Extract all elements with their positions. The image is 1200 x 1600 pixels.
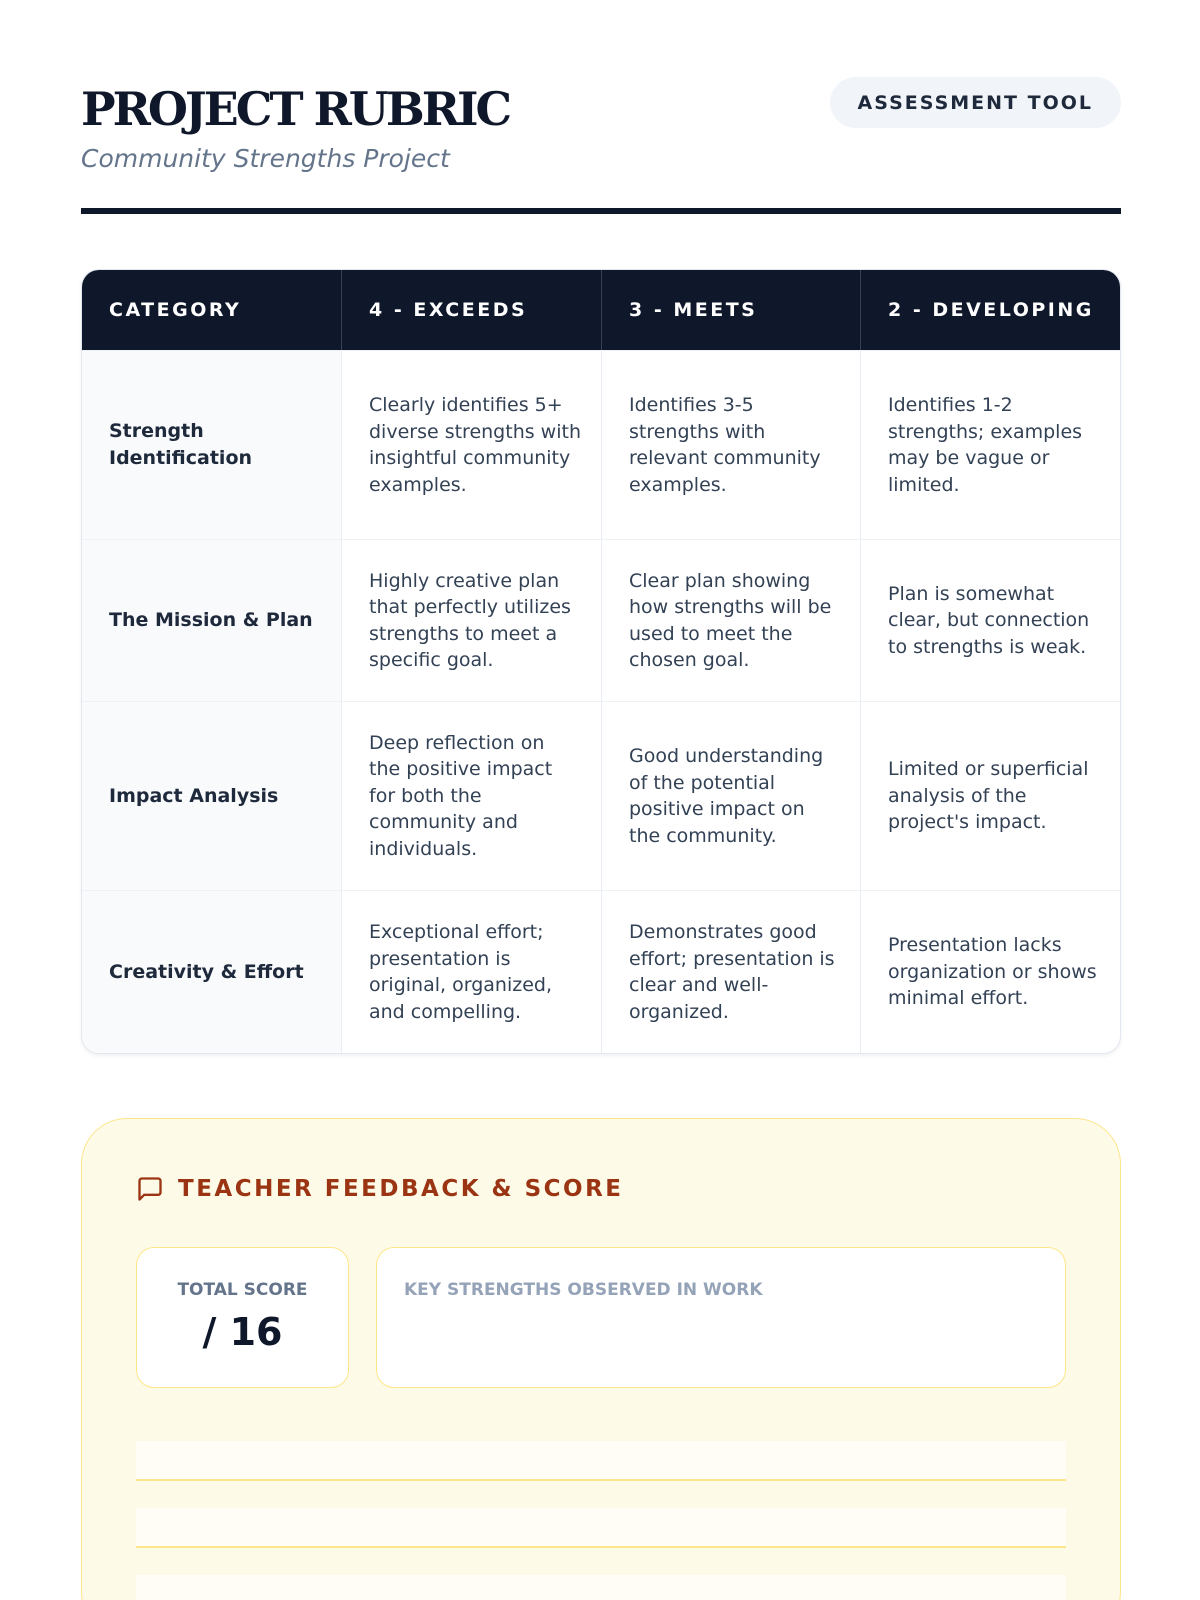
exceeds-cell: Highly creative plan that perfectly utilizes strengths to meet a specific goal.: [342, 540, 602, 701]
exceeds-cell: Clearly identifies 5+ diverse strengths with insightful community examples.: [342, 351, 602, 539]
feedback-title: TEACHER FEEDBACK & SCORE: [178, 1176, 624, 1202]
category-cell: Creativity & Effort: [82, 891, 342, 1053]
key-strengths-field[interactable]: [376, 1247, 1066, 1388]
column-header-exceeds: 4 - EXCEEDS: [342, 270, 602, 350]
developing-cell: Limited or superficial analysis of the project's impact.: [888, 758, 1089, 834]
developing-cell: Presentation lacks organization or shows minimal effort.: [888, 934, 1097, 1010]
rubric-table: [81, 269, 1121, 1054]
feedback-writing-line[interactable]: [136, 1441, 1066, 1481]
column-header-meets: 3 - MEETS: [602, 270, 861, 350]
developing-cell: Plan is somewhat clear, but connection to strengths is weak.: [888, 582, 1090, 658]
feedback-writing-line[interactable]: [136, 1575, 1066, 1600]
page-header: [81, 60, 1121, 214]
page-subtitle: Community Strengths Project: [81, 144, 450, 173]
feedback-heading: [136, 1175, 624, 1203]
table-row: [82, 701, 1120, 890]
meets-cell: Identifies 3-5 strengths with relevant community examples.: [602, 351, 861, 539]
assessment-tool-badge: ASSESSMENT TOOL: [830, 77, 1121, 128]
page-title: PROJECT RUBRIC: [81, 82, 510, 136]
meets-cell: Demonstrates good effort; presentation is clear and well-organized.: [602, 891, 861, 1053]
exceeds-cell: Exceptional effort; presentation is original, organized, and compelling.: [342, 891, 602, 1053]
total-score-label: TOTAL SCORE: [177, 1280, 308, 1300]
category-cell: The Mission & Plan: [82, 540, 342, 701]
total-score-box[interactable]: [136, 1247, 349, 1388]
key-strengths-label: KEY STRENGTHS OBSERVED IN WORK: [404, 1280, 763, 1300]
meets-cell: Clear plan showing how strengths will be used to meet the chosen goal.: [602, 540, 861, 701]
column-header-category: CATEGORY: [82, 270, 342, 350]
message-square-icon: [136, 1175, 164, 1203]
table-row: [82, 539, 1120, 701]
table-row: [82, 350, 1120, 539]
teacher-feedback-panel: [81, 1118, 1121, 1600]
exceeds-cell: Deep reflection on the positive impact for both the community and individuals.: [342, 702, 602, 890]
category-cell: Impact Analysis: [82, 702, 342, 890]
developing-cell: Identifies 1-2 strengths; examples may be vague or limited.: [888, 394, 1083, 496]
header-divider: [81, 208, 1121, 214]
feedback-writing-line[interactable]: [136, 1508, 1066, 1548]
rubric-header-row: [82, 270, 1120, 350]
category-cell: Strength Identification: [82, 351, 342, 539]
table-row: [82, 890, 1120, 1053]
total-score-value: / 16: [202, 1310, 283, 1354]
column-header-developing: 2 - DEVELOPING: [888, 299, 1094, 321]
meets-cell: Good understanding of the potential positive impact on the community.: [602, 702, 861, 890]
